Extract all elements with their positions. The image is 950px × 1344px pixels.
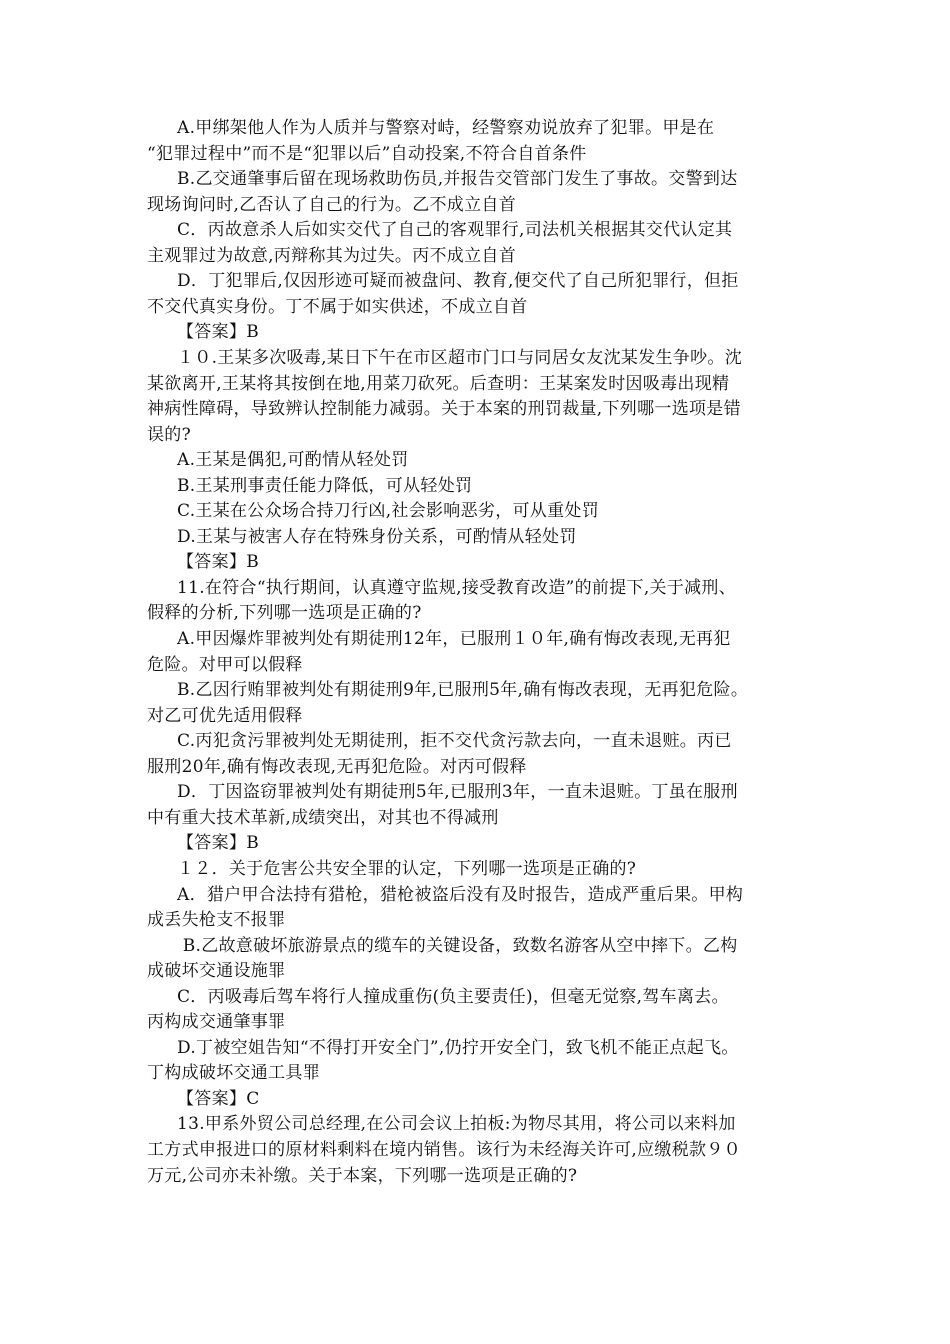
text-line: 不交代真实身份。丁不属于如实供述，不成立自首 [147, 297, 528, 317]
text-line: C.王某在公众场合持刀行凶,社会影响恶劣，可从重处罚 [177, 501, 600, 521]
text-line: 工方式申报进口的原材料剩料在境内销售。该行为未经海关许可,应缴税款９０ [147, 1140, 741, 1160]
text-line: “犯罪过程中”而不是“犯罪以后”自动投案,不符合自首条件 [147, 144, 587, 164]
text-line: A.王某是偶犯,可酌情从轻处罚 [177, 450, 409, 470]
text-line: 【答案】B [177, 322, 259, 342]
text-line: 主观罪过为故意,丙辩称其为过失。丙不成立自首 [147, 246, 517, 266]
text-line: 【答案】B [177, 552, 259, 572]
text-line: 【答案】C [177, 1089, 260, 1109]
text-line: D.丁被空姐告知“不得打开安全门”,仍拧开安全门，致飞机不能正点起飞。 [177, 1038, 739, 1058]
text-line: 现场询问时,乙否认了自己的行为。乙不成立自首 [147, 195, 517, 215]
text-line: 丙构成交通肇事罪 [147, 1012, 286, 1032]
text-line: B.乙因行贿罪被判处有期徒刑9年,已服刑5年,确有悔改表现，无再犯危险。 [177, 680, 749, 700]
text-line: 危险。对甲可以假释 [147, 655, 303, 675]
text-line: 误的? [147, 425, 192, 445]
text-line: C．丙吸毒后驾车将行人撞成重伤(负主要责任)，但毫无觉察,驾车离去。 [177, 987, 729, 1007]
text-line: １２．关于危害公共安全罪的认定，下列哪一选项是正确的? [177, 859, 637, 879]
text-line: D．丁因盗窃罪被判处有期徒刑5年,已服刑3年，一直未退赃。丁虽在服刑 [177, 782, 738, 802]
text-line: 成丢失枪支不报罪 [147, 910, 286, 930]
text-line: B.乙交通肇事后留在现场救助伤员,并报告交管部门发生了事故。交警到达 [177, 169, 738, 189]
text-line: B.王某刑事责任能力降低，可从轻处罚 [177, 476, 473, 496]
text-line: A．猎户甲合法持有猎枪，猎枪被盗后没有及时报告，造成严重后果。甲构 [177, 885, 744, 905]
text-line: 丁构成破坏交通工具罪 [147, 1063, 320, 1083]
text-line: 11.在符合“执行期间，认真遵守监规,接受教育改造”的前提下,关于减刑、 [177, 578, 737, 598]
text-line: 成破坏交通设施罪 [147, 961, 286, 981]
text-line: 服刑20年,确有悔改表现,无再犯危险。对丙可假释 [147, 757, 527, 777]
text-line: C.丙犯贪污罪被判处无期徒刑，拒不交代贪污款去向，一直未退赃。丙已 [177, 731, 732, 751]
text-line: B.乙故意破坏旅游景点的缆车的关键设备，致数名游客从空中摔下。乙构 [177, 936, 738, 956]
text-line: D．丁犯罪后,仅因形迹可疑而被盘问、教育,便交代了自己所犯罪行，但拒 [177, 271, 739, 291]
text-line: １０.王某多次吸毒,某日下午在市区超市门口与同居女友沈某发生争吵。沈 [177, 348, 743, 368]
text-line: 神病性障碍，导致辨认控制能力减弱。关于本案的刑罚裁量,下列哪一选项是错 [147, 399, 741, 419]
text-line: C．丙故意杀人后如实交代了自己的客观罪行,司法机关根据其交代认定其 [177, 220, 733, 240]
text-line: D.王某与被害人存在特殊身份关系，可酌情从轻处罚 [177, 527, 577, 547]
text-line: A.甲因爆炸罪被判处有期徒刑12年，已服刑１０年,确有悔改表现,无再犯 [177, 629, 731, 649]
text-line: 中有重大技术革新,成绩突出，对其也不得减刑 [147, 808, 499, 828]
text-line: 假释的分析,下列哪一选项是正确的? [147, 603, 422, 623]
text-line: 13.甲系外贸公司总经理,在公司会议上拍板:为物尽其用，将公司以来料加 [177, 1114, 736, 1134]
text-line: 【答案】B [177, 833, 259, 853]
text-line: 万元,公司亦未补缴。关于本案，下列哪一选项是正确的? [147, 1166, 578, 1186]
text-line: A.甲绑架他人作为人质并与警察对峙，经警察劝说放弃了犯罪。甲是在 [177, 118, 715, 138]
text-line: 对乙可优先适用假释 [147, 706, 303, 726]
text-line: 某欲离开,王某将其按倒在地,用菜刀砍死。后查明：王某案发时因吸毒出现精 [147, 374, 730, 394]
